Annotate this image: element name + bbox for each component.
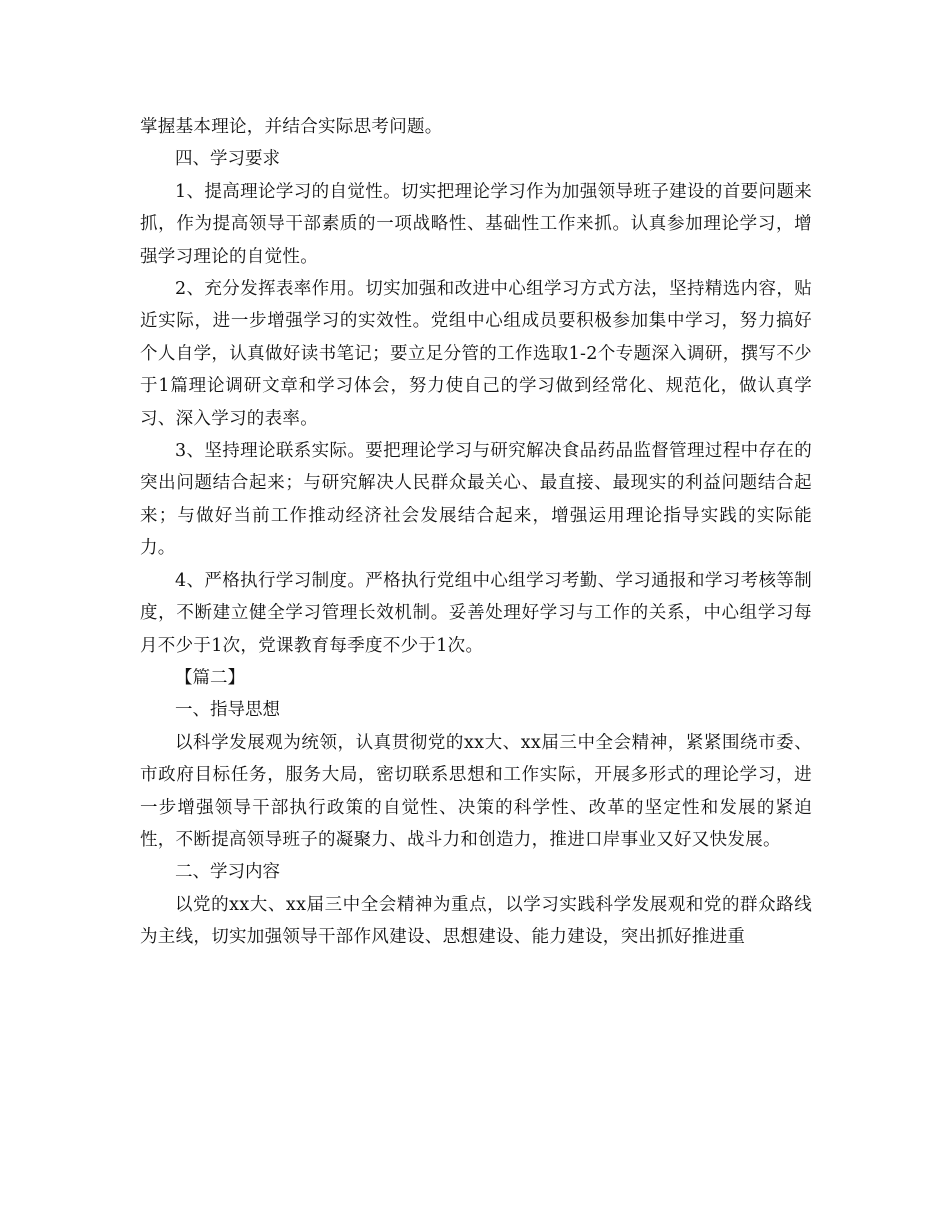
section-heading-study-content: 二、学习内容 <box>175 862 280 883</box>
paragraph-requirement-3: 3、坚持理论联系实际。要把理论学习与研究解决食品药品监督管理过程中存在的突出问题结合起来；与研究解决人民群众最关心、最直接、最现实的利益问题结合起来；与做好当前工作推动经济社会发展结合起来，增强运用理论指导实践的实际能力。 <box>140 441 812 559</box>
document-page <box>140 111 812 954</box>
paragraph-requirement-4: 4、严格执行学习制度。严格执行党组中心组学习考勤、学习通报和学习考核等制度，不断建立健全学习管理长效机制。妥善处理好学习与工作的关系，中心组学习每月不少于1次，党课教育每季度不少于1次。 <box>140 570 812 656</box>
paragraph-study-content: 以党的xx大、xx届三中全会精神为重点，以学习实践科学发展观和党的群众路线为主线，切实加强领导干部作风建设、思想建设、能力建设，突出抓好推进重 <box>140 894 812 948</box>
paragraph-guiding-ideology: 以科学发展观为统领，认真贯彻党的xx大、xx届三中全会精神，紧紧围绕市委、市政府目标任务，服务大局，密切联系思想和工作实际，开展多形式的理论学习，进一步增强领导干部执行政策的自觉性、决策的科学性、改革的坚定性和发展的紧迫性，不断提高领导班子的凝聚力、战斗力和创造力，推进口岸事业又好又快发展。 <box>140 732 812 850</box>
chapter-heading-part-two: 【篇二】 <box>175 667 245 688</box>
paragraph-continuation: 掌握基本理论，并结合实际思考问题。 <box>140 117 443 137</box>
section-heading-requirements: 四、学习要求 <box>175 149 280 170</box>
paragraph-requirement-2: 2、充分发挥表率作用。切实加强和改进中心组学习方式方法，坚持精选内容，贴近实际，进一步增强学习的实效性。党组中心组成员要积极参加集中学习，努力搞好个人自学，认真做好读书笔记；要立足分管的工作选取1-2个专题深入调研，撰写不少于1篇理论调研文章和学习体会，努力使自己的学习做到经常化、规范化，做认真学习、深入学习的表率。 <box>140 279 812 429</box>
section-heading-guiding-ideology: 一、指导思想 <box>175 700 280 721</box>
paragraph-requirement-1: 1、提高理论学习的自觉性。切实把理论学习作为加强领导班子建设的首要问题来抓，作为提高领导干部素质的一项战略性、基础性工作来抓。认真参加理论学习，增强学习理论的自觉性。 <box>140 181 812 267</box>
